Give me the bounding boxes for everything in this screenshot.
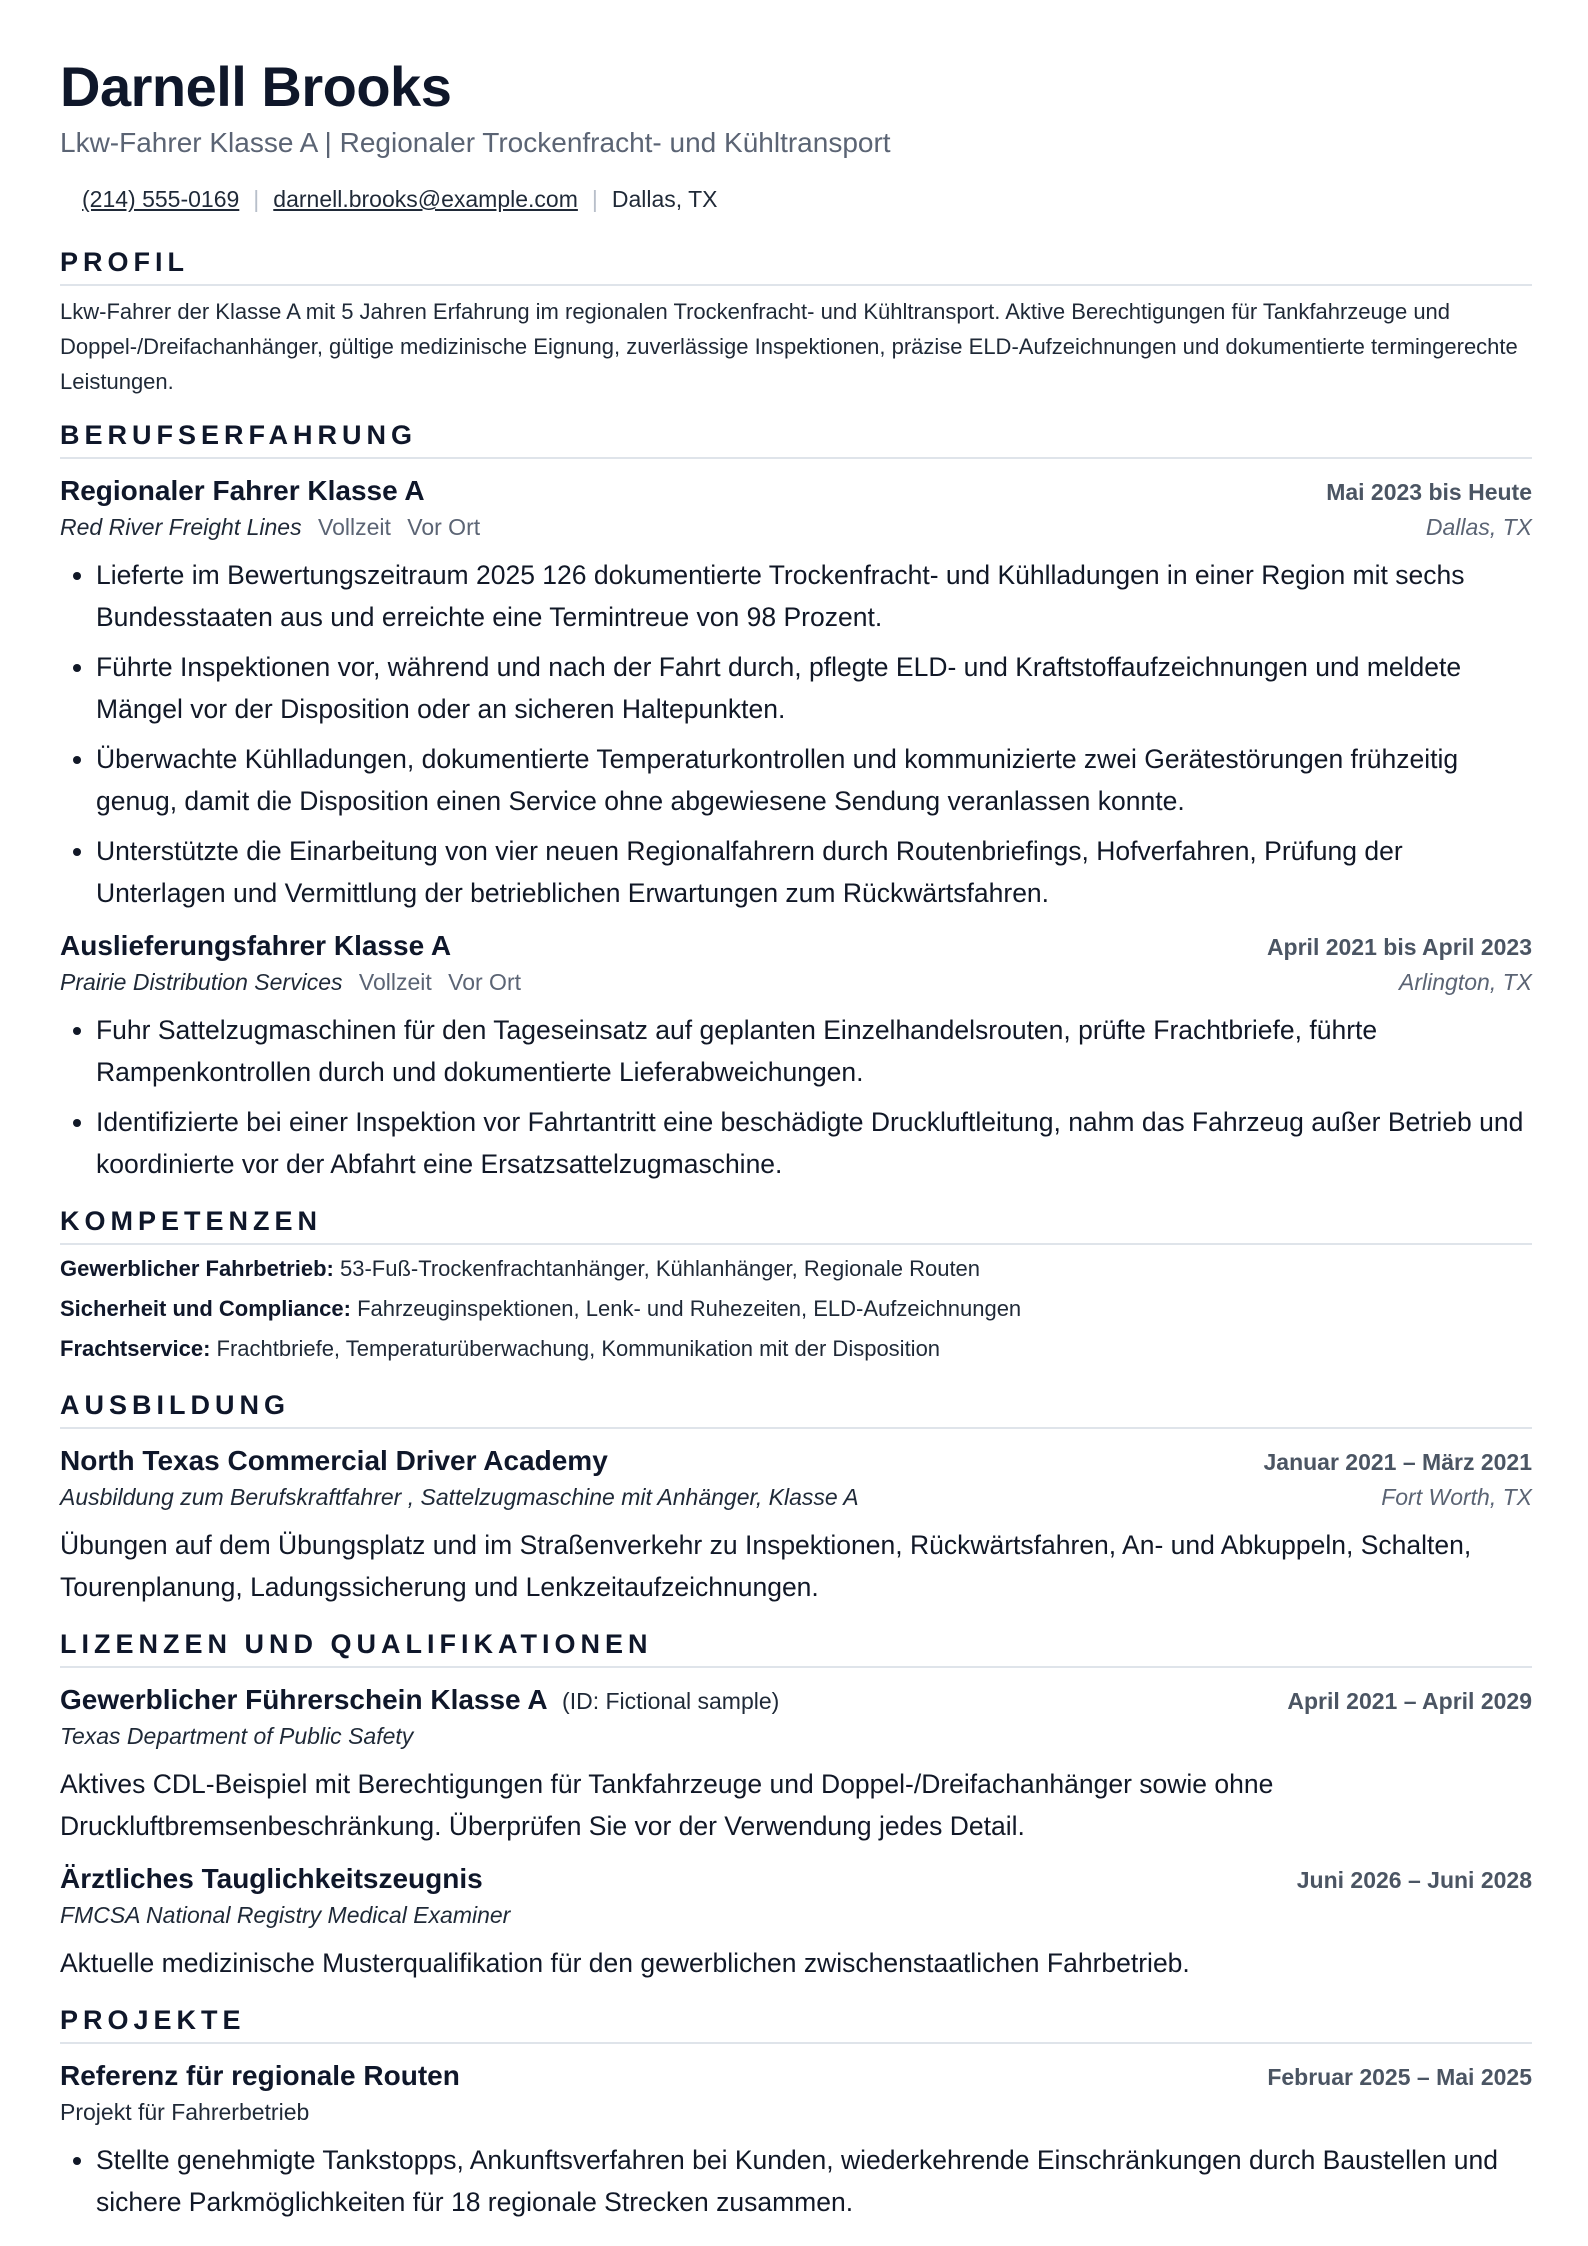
candidate-name: Darnell Brooks	[60, 55, 452, 118]
phone-link[interactable]: (214) 555-0169	[82, 186, 240, 212]
license-issuer: Texas Department of Public Safety	[60, 1723, 414, 1749]
license-name: Ärztliches Tauglichkeitszeugnis	[60, 1863, 483, 1894]
job-subheader	[60, 965, 1532, 999]
skill-line	[60, 1249, 1532, 1289]
license-name: Gewerblicher Führerschein Klasse A	[60, 1684, 548, 1715]
job-location: Dallas, TX	[1425, 514, 1532, 540]
section-title-education: AUSBILDUNG	[60, 1389, 1532, 1429]
education-program: Ausbildung zum Berufskraftfahrer , Sattelzugmaschine mit Anhänger, Klasse A	[60, 1484, 859, 1510]
license-dates: April 2021 – April 2029	[1287, 1688, 1532, 1714]
license-id: (ID: Fictional sample)	[562, 1688, 780, 1714]
profile-summary: Lkw-Fahrer der Klasse A mit 5 Jahren Erfahrung im regionalen Trockenfracht- und Kühltransport. Aktive Berechtigungen für Tankfahrzeuge und Doppel-/Dreifachanhänger, gültige medizinische Eignung, zuverlässige Inspektionen, präzise ELD-Aufzeichnungen und dokumentierte termingerechte Leistungen.	[60, 299, 1518, 394]
skill-label: Frachtservice:	[60, 1336, 211, 1361]
email-link[interactable]: darnell.brooks@example.com	[273, 186, 578, 212]
job-header	[60, 473, 1532, 510]
job-company: Red River Freight Lines	[60, 514, 302, 540]
location-text: Dallas, TX	[611, 186, 718, 212]
job-type: Vollzeit	[358, 969, 432, 995]
resume-content	[60, 54, 1532, 2223]
education-section	[60, 1389, 1532, 1608]
skill-label: Sicherheit und Compliance:	[60, 1296, 351, 1321]
job-entry	[60, 928, 1532, 1185]
job-subheader	[60, 510, 1532, 544]
education-subheader	[60, 1480, 1532, 1514]
skill-line	[60, 1289, 1532, 1329]
license-issuer-line	[60, 1719, 1532, 1753]
education-location: Fort Worth, TX	[1381, 1484, 1532, 1510]
contact-separator: |	[591, 186, 598, 212]
job-header	[60, 928, 1532, 965]
license-entry	[60, 1861, 1532, 1984]
profile-section	[60, 246, 1532, 399]
job-role: Regionaler Fahrer Klasse A	[60, 475, 425, 506]
license-entry	[60, 1682, 1532, 1847]
skill-label: Gewerblicher Fahrbetrieb:	[60, 1256, 334, 1281]
job-bullet: • Lieferte im Bewertungszeitraum 2025 126 dokumentierte Trockenfracht- und Kühlladungen in einer Region mit sechs Bundesstaaten aus und erreichte eine Termintreue von 98 Prozent.	[96, 554, 1532, 638]
license-header	[60, 1861, 1532, 1898]
job-mode: Vor Ort	[448, 969, 521, 995]
project-dates: Februar 2025 – Mai 2025	[1267, 2064, 1532, 2090]
job-bullet: • Fuhr Sattelzugmaschinen für den Tageseinsatz auf geplanten Einzelhandelsrouten, prüfte Frachtbriefe, führte Rampenkontrollen durch und dokumentierte Lieferabweichungen.	[96, 1009, 1532, 1093]
project-subtitle: Projekt für Fahrerbetrieb	[60, 2099, 310, 2125]
license-issuer: FMCSA National Registry Medical Examiner	[60, 1902, 511, 1928]
contact-separator: |	[253, 186, 260, 212]
projects-section	[60, 2004, 1532, 2223]
project-entry	[60, 2058, 1532, 2223]
school-name: North Texas Commercial Driver Academy	[60, 1445, 608, 1476]
education-entry	[60, 1443, 1532, 1608]
skill-value: 53-Fuß-Trockenfrachtanhänger, Kühlanhänger, Regionale Routen	[339, 1256, 981, 1281]
job-bullet: • Identifizierte bei einer Inspektion vor Fahrtantritt eine beschädigte Druckluftleitung, nahm das Fahrzeug außer Betrieb und koordinierte vor der Abfahrt eine Ersatzsattelzugmaschine.	[96, 1101, 1532, 1185]
candidate-headline: Lkw-Fahrer Klasse A | Regionaler Trockenfracht- und Kühltransport	[60, 127, 891, 158]
license-description: Aktives CDL-Beispiel mit Berechtigungen für Tankfahrzeuge und Doppel-/Dreifachanhänger sowie ohne Druckluftbremsenbeschränkung. Überprüfen Sie vor der Verwendung jedes Detail.	[60, 1769, 1274, 1841]
section-title-skills: KOMPETENZEN	[60, 1205, 1532, 1245]
education-dates: Januar 2021 – März 2021	[1263, 1449, 1532, 1475]
license-header	[60, 1682, 1532, 1719]
job-role: Auslieferungsfahrer Klasse A	[60, 930, 452, 961]
skills-list	[60, 1249, 1532, 1369]
contact-line	[60, 184, 1532, 214]
job-bullet: • Führte Inspektionen vor, während und nach der Fahrt durch, pflegte ELD- und Kraftstoffaufzeichnungen und meldete Mängel vor der Disposition oder an sicheren Haltepunkten.	[96, 646, 1532, 730]
job-entry	[60, 473, 1532, 914]
education-header	[60, 1443, 1532, 1480]
skill-value: Frachtbriefe, Temperaturüberwachung, Kommunikation mit der Disposition	[216, 1336, 941, 1361]
skill-value: Fahrzeuginspektionen, Lenk- und Ruhezeiten, ELD-Aufzeichnungen	[357, 1296, 1022, 1321]
job-bullet: • Unterstützte die Einarbeitung von vier neuen Regionalfahrern durch Routenbriefings, Hofverfahren, Prüfung der Unterlagen und Vermittlung der betrieblichen Erwartungen zum Rückwärtsfahren.	[96, 830, 1532, 914]
job-company: Prairie Distribution Services	[60, 969, 343, 995]
job-type: Vollzeit	[318, 514, 391, 540]
job-dates: Mai 2023 bis Heute	[1326, 479, 1532, 505]
licenses-section	[60, 1628, 1532, 1984]
project-bullet: • Stellte genehmigte Tankstopps, Ankunftsverfahren bei Kunden, wiederkehrende Einschränkungen durch Baustellen und sichere Parkmöglichkeiten für 18 regionale Strecken zusammen.	[96, 2139, 1532, 2223]
project-header	[60, 2058, 1532, 2095]
section-title-projects: PROJEKTE	[60, 2004, 1532, 2044]
experience-section	[60, 419, 1532, 1185]
section-title-licenses: LIZENZEN UND QUALIFIKATIONEN	[60, 1628, 1532, 1668]
job-bullets	[60, 1009, 1532, 1185]
section-title-profile: PROFIL	[60, 246, 1532, 286]
section-title-experience: BERUFSERFAHRUNG	[60, 419, 1532, 459]
job-bullets	[60, 554, 1532, 914]
project-bullets	[60, 2139, 1532, 2223]
job-bullet: • Überwachte Kühlladungen, dokumentierte Temperaturkontrollen und kommunizierte zwei Gerätestörungen frühzeitig genug, damit die Disposition einen Service ohne abgewiesene Sendung veranlassen konnte.	[96, 738, 1532, 822]
license-description: Aktuelle medizinische Musterqualifikation für den gewerblichen zwischenstaatlichen Fahrbetrieb.	[60, 1948, 1190, 1978]
skills-section	[60, 1205, 1532, 1369]
education-description: Übungen auf dem Übungsplatz und im Straßenverkehr zu Inspektionen, Rückwärtsfahren, An- und Abkuppeln, Schalten, Tourenplanung, Ladungssicherung und Lenkzeitaufzeichnungen.	[60, 1530, 1472, 1602]
license-issuer-line	[60, 1898, 1532, 1932]
job-mode: Vor Ort	[407, 514, 481, 540]
project-name: Referenz für regionale Routen	[60, 2060, 460, 2091]
job-location: Arlington, TX	[1399, 969, 1532, 995]
skill-line	[60, 1329, 1532, 1369]
job-dates: April 2021 bis April 2023	[1266, 934, 1532, 960]
license-dates: Juni 2026 – Juni 2028	[1296, 1867, 1532, 1893]
